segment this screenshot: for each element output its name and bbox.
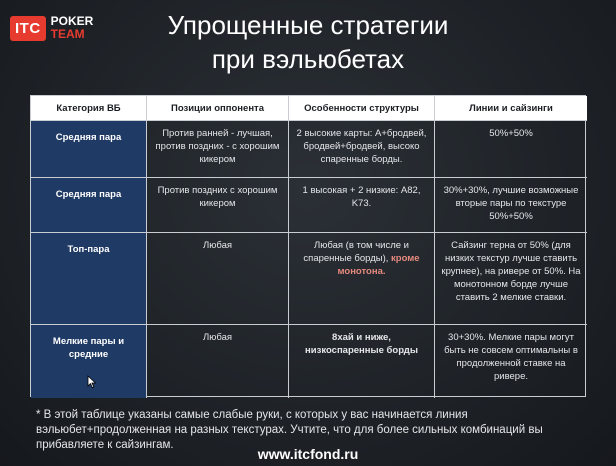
row2-position: Против поздних с хорошим кикером (147, 178, 289, 233)
row4-lines: 30+30%. Мелкие пары могут быть не совсем оптимальны в продолженной ставке на ривере. (444, 332, 578, 382)
row2-lines: 30%+30%, лучшие возможные вторые пары по текстуре 50%+50% (435, 178, 587, 233)
row1-category: Средняя пара (31, 121, 147, 178)
header-category: Категория ВБ (31, 96, 147, 121)
row4-category: Мелкие пары и средние (31, 325, 147, 398)
row4-structure: 8хай и ниже, низкоспаренные борды (289, 325, 435, 398)
row1-position: Против ранней - лучшая, против поздних - с хорошим кикером (147, 121, 289, 178)
mouse-cursor-icon (87, 375, 97, 389)
logo-badge: ITC (10, 16, 46, 41)
slide-title (0, 8, 616, 76)
row3-position: Любая (147, 233, 289, 325)
row3-structure-text: Любая (в том числе и спаренные борды), (303, 240, 409, 264)
row1-structure: 2 высокие карты: А+бродвей, бродвей+бродвей, высоко спаренные борды. (289, 121, 435, 178)
row3-category: Топ-пара (31, 233, 147, 325)
logo-line1: POKER (50, 14, 94, 28)
header-structure: Особенности структуры (289, 96, 435, 121)
strategy-table (30, 95, 586, 397)
row2-category: Средняя пара (31, 178, 147, 233)
footnote: * В этой таблице указаны самые слабые руки, с которых у вас начинается линия вэльюбет+продолженная на разных текстурах. Учтите, что для более сильных комбинаций вы прибавляете к сайзингам. (36, 409, 543, 451)
row4-position: Любая (147, 325, 289, 398)
row3-lines: Сайзинг терна от 50% (для низких текстур лучше ставить крупнее), на ривере от 50%. На монотонном борде лучше ставить 2 мелкие ставки. (435, 233, 587, 325)
row1-lines: 50%+50% (435, 121, 587, 178)
website-url: www.itcfond.ru (257, 446, 359, 462)
header-lines: Линии и сайзинги (435, 96, 587, 121)
row3-structure (289, 233, 435, 325)
header-position: Позиции оппонента (147, 96, 289, 121)
title-line2: при вэльюбетах (211, 44, 405, 74)
logo-line2: TEAM (50, 27, 85, 41)
row2-structure: 1 высокая + 2 низкие: A82, K73. (289, 178, 435, 233)
row3-structure-highlight: кроме монотона. (337, 253, 420, 277)
title-line1: Упрощенные стратегии (167, 10, 449, 40)
